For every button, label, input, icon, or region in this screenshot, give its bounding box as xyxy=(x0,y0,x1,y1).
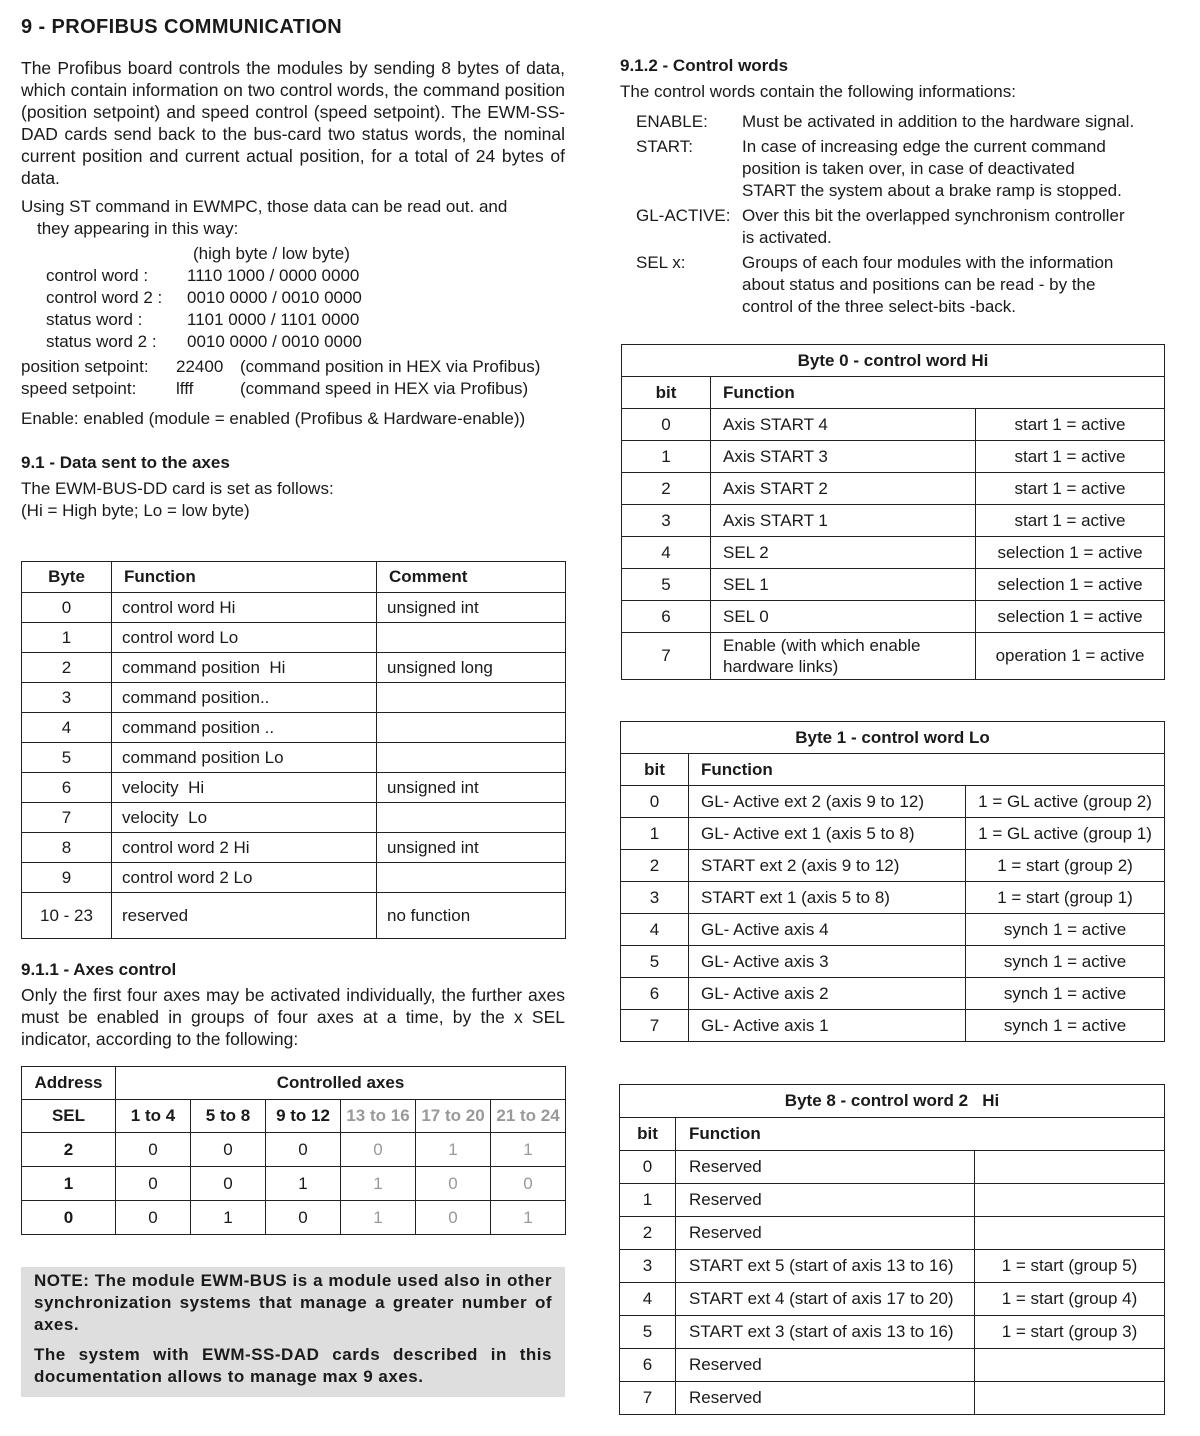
st-command-text xyxy=(21,196,581,240)
cell-bit: 2 xyxy=(621,850,689,882)
cell-byte: 7 xyxy=(22,803,112,833)
table-row xyxy=(621,850,1165,882)
cell-bit: 4 xyxy=(622,537,711,569)
table-row xyxy=(620,1349,1165,1382)
cell-bit: 6 xyxy=(621,978,689,1010)
cell-value: 0 xyxy=(266,1201,341,1235)
cell-function: SEL 2 xyxy=(711,537,976,569)
cell-comment: unsigned long xyxy=(377,653,566,683)
cell-function: control word 2 Hi xyxy=(112,833,377,863)
cell-byte: 1 xyxy=(22,623,112,653)
cell-value: 0 xyxy=(266,1133,341,1167)
cell-bit: 0 xyxy=(620,1151,676,1184)
cell-function: START ext 3 (start of axis 13 to 16) xyxy=(676,1316,975,1349)
cell-comment xyxy=(377,623,566,653)
setpoint-label: speed setpoint: xyxy=(21,379,137,398)
cell-function: velocity Lo xyxy=(112,803,377,833)
cell-byte: 6 xyxy=(22,773,112,803)
table-row xyxy=(620,1250,1165,1283)
readout-label: status word : xyxy=(46,310,143,329)
cell-bit: 2 xyxy=(620,1217,676,1250)
cell-comment: 1 = start (group 1) xyxy=(966,882,1165,914)
cell-function: GL- Active axis 1 xyxy=(689,1010,966,1042)
header-axes-col: 17 to 20 xyxy=(416,1100,491,1133)
cell-value: 0 xyxy=(416,1201,491,1235)
table-header-row xyxy=(622,377,1165,409)
s912-title: 9.1.2 - Control words xyxy=(620,56,789,75)
cw-desc: START the system about a brake ramp is stopped. xyxy=(742,181,1122,200)
table-row xyxy=(621,818,1165,850)
cell-comment xyxy=(975,1382,1165,1415)
setpoint-label: position setpoint: xyxy=(21,357,149,376)
cell-value: 0 xyxy=(191,1167,266,1201)
s912-intro: The control words contain the following informations: xyxy=(620,82,1016,101)
cell-bit: 1 xyxy=(622,441,711,473)
cw-desc: Groups of each four modules with the information xyxy=(742,253,1114,272)
cell-function: GL- Active axis 2 xyxy=(689,978,966,1010)
table-row xyxy=(621,946,1165,978)
cw-desc: In case of increasing edge the current command xyxy=(742,137,1106,156)
cell-value: 1 xyxy=(191,1201,266,1235)
cell-bit: 3 xyxy=(622,505,711,537)
table-row xyxy=(620,1151,1165,1184)
cell-comment: synch 1 = active xyxy=(966,978,1165,1010)
cell-comment: 1 = GL active (group 2) xyxy=(966,786,1165,818)
cell-byte: 4 xyxy=(22,713,112,743)
cell-value: 0 xyxy=(491,1167,566,1201)
readout-value: 0010 0000 / 0010 0000 xyxy=(187,288,362,307)
cell-comment xyxy=(377,863,566,893)
table-row xyxy=(620,1217,1165,1250)
cell-bit: 5 xyxy=(620,1316,676,1349)
cell-byte: 5 xyxy=(22,743,112,773)
table-header-row xyxy=(22,562,566,593)
cell-sel: 1 xyxy=(22,1167,116,1201)
setpoint-value: 22400 xyxy=(176,357,224,376)
cw-desc: is activated. xyxy=(742,228,832,247)
cell-bit: 7 xyxy=(620,1382,676,1415)
setpoint-row xyxy=(21,378,581,400)
cw-desc: control of the three select-bits -back. xyxy=(742,297,1017,316)
table-row xyxy=(22,893,566,939)
cell-bit: 4 xyxy=(621,914,689,946)
cell-comment xyxy=(377,713,566,743)
header-sel: SEL xyxy=(22,1100,116,1133)
cell-bit: 2 xyxy=(622,473,711,505)
cell-function: Axis START 2 xyxy=(711,473,976,505)
s91-title: 9.1 - Data sent to the axes xyxy=(21,453,230,472)
cell-comment xyxy=(377,803,566,833)
note-text-1: NOTE: The module EWM-BUS is a module used also in other synchronization systems that manage a greater number of axes. xyxy=(34,1271,552,1334)
cell-function: Reserved xyxy=(676,1217,975,1250)
cell-comment xyxy=(975,1217,1165,1250)
table-row xyxy=(622,601,1165,633)
cell-bit: 5 xyxy=(621,946,689,978)
setpoint-note: (command position in HEX via Profibus) xyxy=(240,357,541,376)
table-row xyxy=(22,833,566,863)
cell-function: GL- Active ext 1 (axis 5 to 8) xyxy=(689,818,966,850)
header-address: Address xyxy=(22,1067,116,1100)
cell-function: command position.. xyxy=(112,683,377,713)
cell-comment: synch 1 = active xyxy=(966,946,1165,978)
cell-function: reserved xyxy=(112,893,377,939)
cell-value: 0 xyxy=(116,1133,191,1167)
cell-byte: 0 xyxy=(22,593,112,623)
cell-comment: 1 = start (group 5) xyxy=(975,1250,1165,1283)
cell-bit: 3 xyxy=(621,882,689,914)
cw-desc: position is taken over, in case of deactivated xyxy=(742,159,1075,178)
cw-term: GL-ACTIVE: xyxy=(636,206,731,225)
table-row xyxy=(22,713,566,743)
table-row xyxy=(621,882,1165,914)
header-function: Function xyxy=(112,562,377,593)
cell-byte: 3 xyxy=(22,683,112,713)
setpoint-row xyxy=(21,356,581,378)
axes-table xyxy=(21,1066,566,1235)
cell-comment: synch 1 = active xyxy=(966,1010,1165,1042)
table-row xyxy=(620,1283,1165,1316)
readout-value: 1110 1000 / 0000 0000 xyxy=(187,266,360,285)
readout-label: control word 2 : xyxy=(46,288,163,307)
cell-comment xyxy=(377,683,566,713)
table-row xyxy=(621,914,1165,946)
readout-row xyxy=(46,309,360,331)
cell-function: SEL 0 xyxy=(711,601,976,633)
cell-function: Axis START 1 xyxy=(711,505,976,537)
header-axes-col: 5 to 8 xyxy=(191,1100,266,1133)
cell-function: GL- Active axis 4 xyxy=(689,914,966,946)
header-bit: bit xyxy=(621,754,689,786)
cw-term: ENABLE: xyxy=(636,112,708,131)
cell-comment: 1 = start (group 3) xyxy=(975,1316,1165,1349)
cell-value: 1 xyxy=(266,1167,341,1201)
setpoint-note: (command speed in HEX via Profibus) xyxy=(240,379,529,398)
cell-function: velocity Hi xyxy=(112,773,377,803)
cw-desc: about status and positions can be read - by the xyxy=(742,275,1096,294)
cell-comment xyxy=(975,1349,1165,1382)
cell-comment: unsigned int xyxy=(377,773,566,803)
cell-byte: 8 xyxy=(22,833,112,863)
setpoint-value: lfff xyxy=(176,379,194,398)
cell-function: GL- Active axis 3 xyxy=(689,946,966,978)
st-line-2: they appearing in this way: xyxy=(37,219,239,238)
table-row xyxy=(622,441,1165,473)
cell-comment: 1 = GL active (group 1) xyxy=(966,818,1165,850)
s911-text: Only the first four axes may be activated individually, the further axes must be enabled in groups of four axes at a time, by the x SEL indicator, according to the following: xyxy=(21,985,565,1049)
cell-value: 0 xyxy=(116,1167,191,1201)
cell-function: Axis START 3 xyxy=(711,441,976,473)
readout-row xyxy=(46,265,360,287)
header-bit: bit xyxy=(622,377,711,409)
cell-bit: 0 xyxy=(622,409,711,441)
readout-list xyxy=(46,265,362,353)
table-row xyxy=(22,803,566,833)
cell-bit: 4 xyxy=(620,1283,676,1316)
byte1-table xyxy=(620,721,1165,1042)
cell-function: Reserved xyxy=(676,1382,975,1415)
cell-function: Reserved xyxy=(676,1349,975,1382)
table-row xyxy=(621,1010,1165,1042)
cell-function: SEL 1 xyxy=(711,569,976,601)
readout-header: (high byte / low byte) xyxy=(193,244,350,263)
cell-function: command position Lo xyxy=(112,743,377,773)
header-function: Function xyxy=(689,754,1165,786)
s91-line-2: (Hi = High byte; Lo = low byte) xyxy=(21,501,250,520)
table-row xyxy=(620,1382,1165,1415)
readout-label: control word : xyxy=(46,266,149,285)
table-row xyxy=(22,653,566,683)
setpoints xyxy=(21,356,581,400)
cell-comment xyxy=(377,743,566,773)
byte-table xyxy=(21,561,566,939)
cell-value: 0 xyxy=(116,1201,191,1235)
cell-comment: unsigned int xyxy=(377,593,566,623)
table-header-row xyxy=(621,754,1165,786)
cell-bit: 6 xyxy=(622,601,711,633)
header-axes-col: 1 to 4 xyxy=(116,1100,191,1133)
cell-bit: 7 xyxy=(621,1010,689,1042)
cell-comment: synch 1 = active xyxy=(966,914,1165,946)
cell-comment: 1 = start (group 2) xyxy=(966,850,1165,882)
byte0-table xyxy=(621,344,1165,680)
cell-byte: 2 xyxy=(22,653,112,683)
table-row xyxy=(620,1184,1165,1217)
cell-function: Axis START 4 xyxy=(711,409,976,441)
cell-function: control word Hi xyxy=(112,593,377,623)
cell-value: 1 xyxy=(491,1201,566,1235)
cell-bit: 0 xyxy=(621,786,689,818)
cell-comment: 1 = start (group 4) xyxy=(975,1283,1165,1316)
table-row xyxy=(622,505,1165,537)
cell-comment: operation 1 = active xyxy=(976,633,1165,680)
cell-bit: 1 xyxy=(620,1184,676,1217)
table-row xyxy=(622,569,1165,601)
readout-row xyxy=(46,287,362,309)
cell-bit: 6 xyxy=(620,1349,676,1382)
cell-function: START ext 5 (start of axis 13 to 16) xyxy=(676,1250,975,1283)
header-function: Function xyxy=(676,1118,1165,1151)
cell-bit: 1 xyxy=(621,818,689,850)
table-header-row xyxy=(620,1118,1165,1151)
readout-value: 0010 0000 / 0010 0000 xyxy=(187,332,362,351)
s91-line-1: The EWM-BUS-DD card is set as follows: xyxy=(21,479,334,498)
header-bit: bit xyxy=(620,1118,676,1151)
cell-value: 0 xyxy=(416,1167,491,1201)
axes-subheader-row xyxy=(22,1100,566,1133)
note-text-2: The system with EWM-SS-DAD cards described in this documentation allows to manage max 9 axes. xyxy=(34,1345,552,1386)
cell-comment: start 1 = active xyxy=(976,441,1165,473)
cell-sel: 2 xyxy=(22,1133,116,1167)
table-title-row xyxy=(620,1085,1165,1118)
st-line-1: Using ST command in EWMPC, those data can be read out. and xyxy=(21,197,508,216)
header-axes-col: 13 to 16 xyxy=(341,1100,416,1133)
table-title-row xyxy=(621,722,1165,754)
table-row xyxy=(621,786,1165,818)
table-row xyxy=(620,1316,1165,1349)
byte8-table xyxy=(619,1084,1165,1415)
header-function: Function xyxy=(711,377,1165,409)
cw-term: START: xyxy=(636,137,693,156)
readout-value: 1101 0000 / 1101 0000 xyxy=(187,310,360,329)
cell-function: START ext 4 (start of axis 17 to 20) xyxy=(676,1283,975,1316)
header-comment: Comment xyxy=(377,562,566,593)
table-row xyxy=(22,1133,566,1167)
cell-function: GL- Active ext 2 (axis 9 to 12) xyxy=(689,786,966,818)
cell-comment: unsigned int xyxy=(377,833,566,863)
cell-value: 1 xyxy=(341,1167,416,1201)
cell-value: 0 xyxy=(191,1133,266,1167)
cell-comment: start 1 = active xyxy=(976,505,1165,537)
cell-function: Reserved xyxy=(676,1184,975,1217)
cell-function: START ext 1 (axis 5 to 8) xyxy=(689,882,966,914)
cell-comment: selection 1 = active xyxy=(976,601,1165,633)
cell-byte: 10 - 23 xyxy=(22,893,112,939)
table-row xyxy=(22,1201,566,1235)
s911-title: 9.1.1 - Axes control xyxy=(21,960,177,979)
cell-sel: 0 xyxy=(22,1201,116,1235)
cell-function: control word Lo xyxy=(112,623,377,653)
byte0-title: Byte 0 - control word Hi xyxy=(622,345,1165,377)
note-box xyxy=(21,1267,565,1397)
table-row xyxy=(22,773,566,803)
cw-term: SEL x: xyxy=(636,253,686,272)
table-row xyxy=(622,409,1165,441)
cell-value: 1 xyxy=(416,1133,491,1167)
readout-label: status word 2 : xyxy=(46,332,157,351)
table-row xyxy=(622,633,1165,680)
cell-bit: 3 xyxy=(620,1250,676,1283)
section-title: 9 - PROFIBUS COMMUNICATION xyxy=(21,16,343,38)
cell-function: Enable (with which enable hardware links) xyxy=(711,633,976,680)
header-byte: Byte xyxy=(22,562,112,593)
cell-function: command position .. xyxy=(112,713,377,743)
table-row xyxy=(22,863,566,893)
cell-comment: no function xyxy=(377,893,566,939)
intro-paragraph xyxy=(21,57,565,189)
readout-row xyxy=(46,331,362,353)
cell-value: 1 xyxy=(341,1201,416,1235)
cell-function: Reserved xyxy=(676,1151,975,1184)
cell-bit: 5 xyxy=(622,569,711,601)
cell-comment: selection 1 = active xyxy=(976,569,1165,601)
header-controlled-axes: Controlled axes xyxy=(116,1067,566,1100)
table-row xyxy=(22,743,566,773)
table-row xyxy=(22,623,566,653)
cell-comment: start 1 = active xyxy=(976,473,1165,505)
table-row xyxy=(22,1167,566,1201)
cell-comment: start 1 = active xyxy=(976,409,1165,441)
cell-function: control word 2 Lo xyxy=(112,863,377,893)
cell-comment: selection 1 = active xyxy=(976,537,1165,569)
cell-comment xyxy=(975,1151,1165,1184)
cell-function: command position Hi xyxy=(112,653,377,683)
table-row xyxy=(22,593,566,623)
cw-desc: Must be activated in addition to the hardware signal. xyxy=(742,112,1135,131)
table-row xyxy=(621,978,1165,1010)
cell-value: 0 xyxy=(341,1133,416,1167)
header-axes-col: 21 to 24 xyxy=(491,1100,566,1133)
table-title-row xyxy=(622,345,1165,377)
byte8-title: Byte 8 - control word 2 Hi xyxy=(620,1085,1165,1118)
table-row xyxy=(622,473,1165,505)
header-axes-col: 9 to 12 xyxy=(266,1100,341,1133)
byte1-title: Byte 1 - control word Lo xyxy=(621,722,1165,754)
cell-comment xyxy=(975,1184,1165,1217)
cell-bit: 7 xyxy=(622,633,711,680)
cell-byte: 9 xyxy=(22,863,112,893)
cell-value: 1 xyxy=(491,1133,566,1167)
table-row xyxy=(622,537,1165,569)
cell-function: START ext 2 (axis 9 to 12) xyxy=(689,850,966,882)
enable-line: Enable: enabled (module = enabled (Profibus & Hardware-enable)) xyxy=(21,409,526,428)
axes-header-row xyxy=(22,1067,566,1100)
intro-text: The Profibus board controls the modules by sending 8 bytes of data, which contain information on two control words, the command position (position setpoint) and speed control (speed setpoint). The EWM-SS-DAD cards send back to the bus-card two status words, the nominal current position and current actual position, for a total of 24 bytes of data. xyxy=(21,58,565,188)
cw-desc: Over this bit the overlapped synchronism controller xyxy=(742,206,1125,225)
table-row xyxy=(22,683,566,713)
